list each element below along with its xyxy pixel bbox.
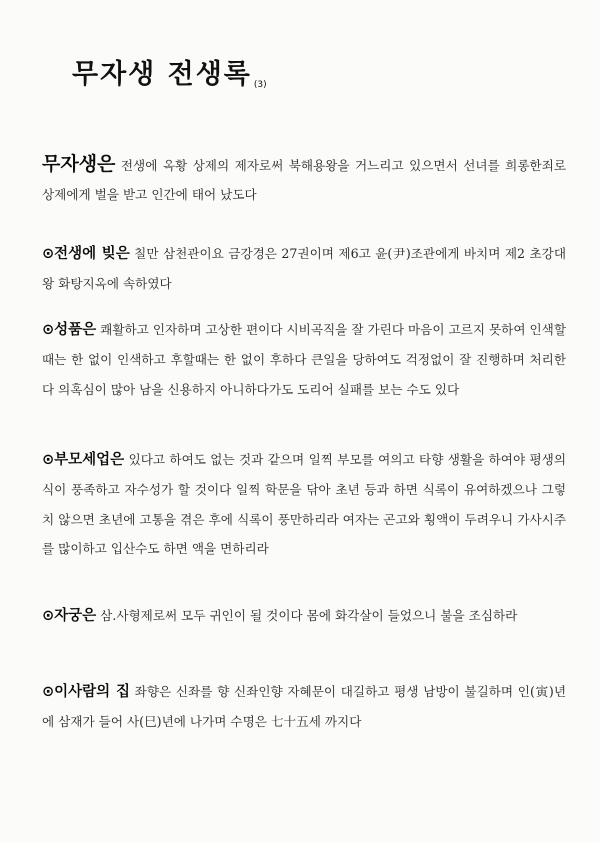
paragraph-heading: 무자생은 [42, 152, 116, 175]
paragraph-family-fortune [42, 445, 566, 564]
paragraph-children [42, 601, 566, 632]
paragraph-body: 쾌활하고 인자하며 고상한 편이다 시비곡직을 잘 가린다 마음이 고르지 못하여 인색할때는 한 없이 인색하고 후할때는 한 없이 후하다 큰일을 당하여도 걱정없이 잘 진행하며 처리한다 의혹심이 많아 남을 신용하지 아니하다가도 도리어 실패를 보는 수도 있다 [42, 321, 567, 397]
page-title [72, 52, 267, 91]
paragraph-heading: ⊙성품은 [42, 321, 97, 338]
paragraph-birth-origin [42, 150, 566, 210]
paragraph-body: 좌향은 신좌를 향 신좌인향 자혜문이 대길하고 평생 남방이 불길하며 인(寅)년에 삼재가 들어 사(巳)년에 나가며 수명은 七十五세 까지다 [42, 683, 566, 730]
paragraph-body: 있다고 하여도 없는 것과 같으며 일찍 부모를 여의고 타향 생활을 하여야 평생의식이 풍족하고 자수성가 할 것이다 일찍 학문을 닦아 초년 등과 하면 식록이 유여하겠으나 그렇치 않으면 초년에 고통을 겪은 후에 식록이 풍만하리라 여자는 곤고와 횡액이 두려우니 가사시주를 많이하고 입산수도 하면 액을 면하리라 [42, 451, 566, 557]
paragraph-heading: ⊙자궁은 [42, 607, 97, 624]
paragraph-body: 삼.사형제로써 모두 귀인이 될 것이다 몸에 화각살이 들었으니 불을 조심하라 [96, 607, 518, 623]
paragraph-past-life-debt [42, 239, 566, 299]
volume-number: (3) [253, 80, 267, 90]
paragraph-heading: ⊙이사람의 집 [42, 683, 130, 700]
paragraph-heading: ⊙부모세업은 [42, 451, 125, 468]
paragraph-body: 전생에 옥황 상제의 제자로써 북해용왕을 거느리고 있으면서 선녀를 희롱한죄로 상제에게 벌을 받고 인간에 태어 났도다 [42, 157, 566, 203]
paragraph-personality [42, 315, 566, 405]
paragraph-body: 칠만 삼천관이요 금강경은 27권이며 제6고 윤(尹)조관에게 바치며 제2 초강대왕 화탕지옥에 속하였다 [42, 245, 566, 292]
paragraph-heading: ⊙전생에 빚은 [42, 245, 130, 262]
paragraph-house-direction [42, 677, 566, 737]
page-title-text: 무자생 전생록 [72, 59, 252, 90]
